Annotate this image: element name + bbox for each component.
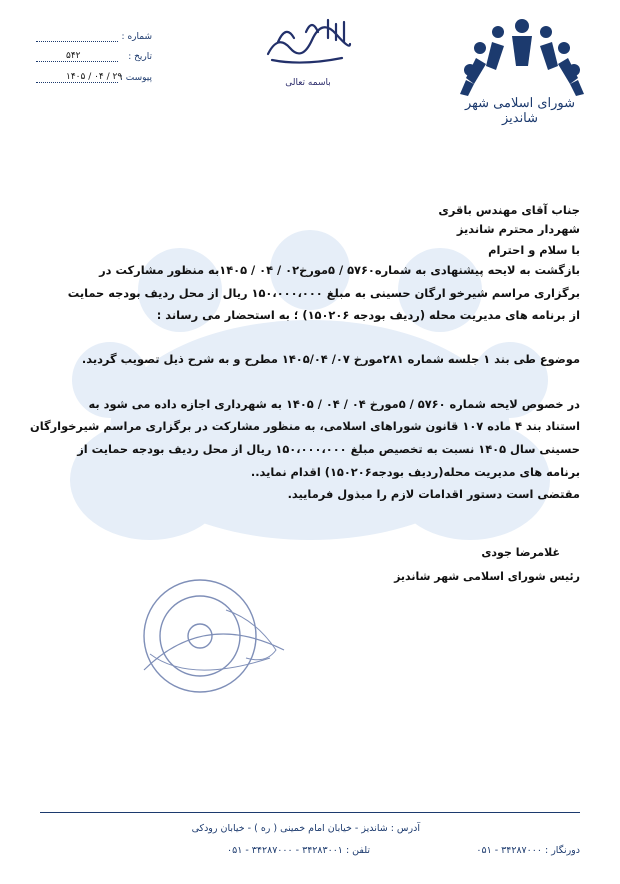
- letter-number-label: شماره :: [121, 32, 152, 42]
- paragraph-line: برگزاری مراسم شیرخو ارگان حسینی به مبلغ ۱۵۰،۰۰۰،۰۰۰ ریال از محل ردیف بودجه حمایت: [67, 286, 580, 300]
- letter-number: [36, 30, 152, 46]
- calligraphy-emblem: [258, 14, 358, 66]
- letter-attachment-label: پیوست :: [119, 73, 152, 83]
- greeting: با سلام و احترام: [488, 243, 580, 257]
- signer-title: رئیس شورای اسلامی شهر شاندیز: [394, 570, 580, 583]
- paragraph-line: بازگشت به لایحه پیشنهادی به شماره۵۷۶۰ / ۵مورخ۰۲ / ۰۴ / ۱۴۰۵به منظور مشارکت در: [99, 263, 580, 277]
- footer-address: آدرس : شاندیز - خیابان امام خمینی ( ره ) - خیابان رودکی: [191, 823, 420, 834]
- signer-name: غلامرضا جودی: [481, 546, 560, 559]
- letter-attachment-dots: [36, 82, 118, 83]
- paragraph-line: در خصوص لایحه شماره ۵۷۶۰ / ۵مورخ ۰۴ / ۰۴ / ۱۴۰۵ به شهرداری اجازه داده می شود به: [88, 397, 580, 411]
- letter-attachment: [36, 71, 152, 87]
- letter-number-dots: [36, 41, 118, 42]
- footer-phone: تلفن : ۳۴۲۸۳۰۰۱ - ۳۴۲۸۷۰۰۰ - ۰۵۱: [227, 845, 370, 856]
- subject-line: موضوع طی بند ۱ جلسه شماره ۲۸۱مورخ ۰۷/ ۱۴۰۵/۰۴ مطرح و به شرح ذیل تصویب گردید.: [81, 352, 580, 366]
- letter-date: [36, 50, 152, 66]
- letter-date-label: تاریخ :: [128, 52, 152, 62]
- addressee-title: شهردار محترم شاندیز: [456, 222, 580, 236]
- bismillah: باسمه تعالی: [285, 78, 331, 88]
- watermark-logo-icon: [40, 230, 580, 560]
- letter-attachment-value: ۱۴۰۵ / ۰۴ / ۲۹: [66, 72, 123, 82]
- letter-date-value: ۵۴۲: [66, 51, 81, 61]
- letter-date-dots: [36, 61, 118, 62]
- paragraph-line: حسینی سال ۱۴۰۵ نسبت به تخصیص مبلغ ۱۵۰،۰۰۰،۰۰۰ ریال از محل ردیف بودجه حمایت از: [77, 442, 580, 456]
- footer-fax: دورنگار : ۳۴۲۸۷۰۰۰ - ۰۵۱: [476, 845, 580, 856]
- addressee: جناب آقای مهندس باقری: [438, 203, 580, 217]
- footer-divider: [40, 812, 580, 813]
- paragraph-line: از برنامه های مدیریت محله (ردیف بودجه ۱۵۰۲۰۶) ؛ به استحضار می رساند :: [156, 308, 580, 322]
- paragraph-line: مقتضی است دستور اقدامات لازم را مبذول فرمایید.: [287, 487, 580, 501]
- paragraph-line: استناد بند ۴ ماده ۱۰۷ قانون شوراهای اسلامی، به منظور مشارکت در برگزاری مراسم شیرخوارگان: [29, 419, 580, 433]
- council-seal-icon: [130, 570, 290, 700]
- council-name: شورای اسلامی شهر شاندیز: [464, 96, 576, 126]
- paragraph-line: برنامه های مدیریت محله(ردیف بودجه۱۵۰۲۰۶) اقدام نماید..: [250, 465, 580, 479]
